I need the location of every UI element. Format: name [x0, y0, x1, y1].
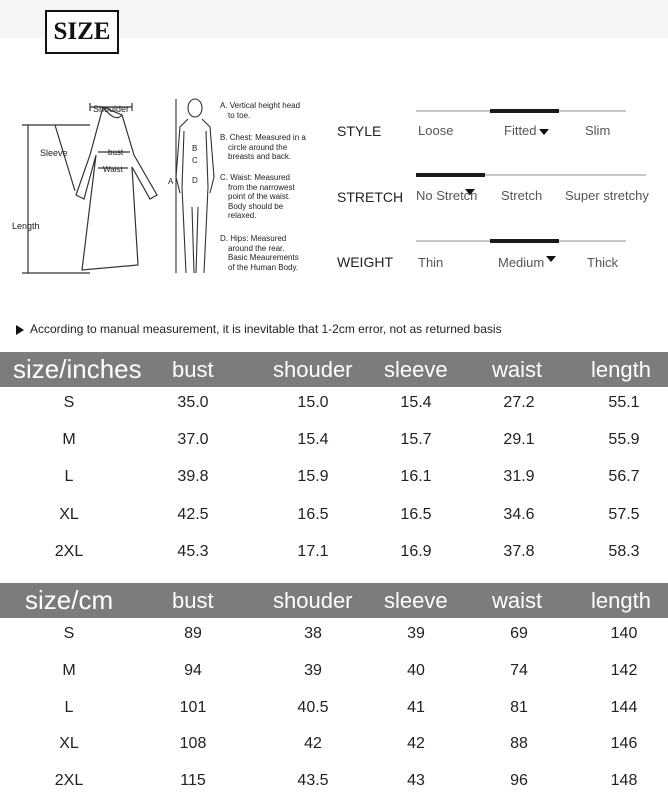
- size-cell: XL: [59, 505, 79, 523]
- value-cell: 15.4: [400, 394, 432, 411]
- col-header-length: length: [591, 357, 651, 382]
- value-cell: 94: [184, 661, 202, 679]
- value-cell: 74: [510, 661, 528, 679]
- sleeve-label: Sleeve: [40, 148, 68, 158]
- value-cell: 43: [407, 772, 425, 790]
- style-option-fitted: Fitted: [504, 123, 549, 138]
- value-cell: 40.5: [297, 698, 329, 716]
- note-c: C. Waist: Measured from the narrowest point of the waist. Body should be relaxed.: [220, 173, 295, 220]
- weight-option-thick: Thick: [587, 255, 619, 270]
- shoulder-label: Shoulder: [93, 104, 130, 114]
- size-cell: S: [63, 625, 75, 642]
- value-cell: 69: [510, 625, 528, 642]
- value-cell: 34.6: [503, 505, 535, 523]
- col-header-size: size/inches: [13, 354, 142, 384]
- value-cell: 88: [510, 735, 528, 753]
- weight-option-medium: Medium: [498, 255, 556, 270]
- value-cell: 144: [610, 698, 638, 716]
- stretch-selected-bar: [416, 173, 485, 177]
- value-cell: 140: [610, 625, 638, 642]
- col-header-sleeve: sleeve: [384, 357, 448, 382]
- selected-marker-icon: [465, 189, 475, 195]
- label-c: C: [192, 156, 198, 165]
- col-header-bust: bust: [172, 588, 214, 613]
- col-header-shoulder: shouder: [273, 588, 353, 613]
- body-diagram: [168, 97, 220, 277]
- value-cell: 81: [510, 698, 528, 716]
- value-cell: 101: [179, 698, 207, 716]
- stretch-option-super-stretchy: Super stretchy: [565, 188, 649, 203]
- value-cell: 16.9: [400, 542, 432, 560]
- style-label: STYLE: [337, 123, 382, 139]
- page-title: SIZE: [45, 10, 119, 54]
- col-header-sleeve: sleeve: [384, 588, 448, 613]
- bust-label: bust: [108, 148, 124, 157]
- label-a: A: [168, 177, 174, 186]
- stretch-label: STRETCH: [337, 189, 404, 205]
- value-cell: 16.5: [400, 505, 432, 523]
- size-cell: 2XL: [54, 772, 84, 790]
- value-cell: 17.1: [297, 542, 329, 560]
- value-cell: 16.1: [400, 468, 432, 486]
- value-cell: 89: [184, 625, 202, 642]
- col-header-size: size/cm: [25, 585, 114, 615]
- stretch-option-no-stretch: No Stretch: [416, 188, 478, 203]
- col-header-bust: bust: [172, 357, 214, 382]
- value-cell: 37.8: [503, 542, 535, 560]
- size-cell: L: [64, 698, 74, 716]
- value-cell: 45.3: [177, 542, 209, 560]
- value-cell: 15.4: [297, 431, 329, 449]
- stretch-option-stretch: Stretch: [501, 188, 543, 203]
- weight-option-thin: Thin: [418, 255, 444, 270]
- value-cell: 38: [304, 625, 322, 642]
- value-cell: 142: [610, 661, 638, 679]
- col-header-shoulder: shouder: [273, 357, 353, 382]
- value-cell: 55.1: [608, 394, 640, 411]
- value-cell: 39: [304, 661, 322, 679]
- selected-marker-icon: [546, 256, 556, 262]
- label-b: B: [192, 144, 198, 153]
- waist-label: Waist: [103, 165, 123, 174]
- weight-label: WEIGHT: [337, 254, 393, 270]
- value-cell: 42: [304, 735, 322, 753]
- value-cell: 39.8: [177, 468, 209, 486]
- value-cell: 56.7: [608, 468, 640, 486]
- value-cell: 57.5: [608, 505, 640, 523]
- length-label: Length: [12, 221, 40, 231]
- value-cell: 55.9: [608, 431, 640, 449]
- size-cell: 2XL: [54, 542, 84, 560]
- arrow-right-icon: [16, 325, 24, 335]
- value-cell: 29.1: [503, 431, 535, 449]
- value-cell: 58.3: [608, 542, 640, 560]
- weight-selected-bar: [490, 239, 559, 243]
- value-cell: 16.5: [297, 505, 329, 523]
- style-option-loose: Loose: [418, 123, 454, 138]
- value-cell: 15.9: [297, 468, 329, 486]
- col-header-length: length: [591, 588, 651, 613]
- style-option-slim: Slim: [585, 123, 611, 138]
- value-cell: 15.7: [400, 431, 432, 449]
- label-d: D: [192, 176, 198, 185]
- size-cell: M: [62, 661, 76, 679]
- value-cell: 115: [180, 772, 206, 790]
- note-b: B. Chest: Measured in a circle around the breasts and back.: [220, 133, 306, 161]
- value-cell: 43.5: [297, 772, 329, 790]
- disclaimer: According to manual measurement, it is inevitable that 1-2cm error, not as returned basis: [16, 322, 502, 336]
- size-cell: L: [64, 468, 74, 486]
- style-selected-bar: [490, 109, 559, 113]
- table-inches-header: [0, 352, 668, 387]
- value-cell: 40: [407, 661, 425, 679]
- note-a: A. Vertical height head to toe.: [220, 101, 301, 120]
- size-cell: XL: [59, 735, 79, 753]
- col-header-waist: waist: [492, 588, 543, 613]
- value-cell: 35.0: [177, 394, 209, 411]
- col-header-waist: waist: [492, 357, 543, 382]
- size-cell: S: [63, 394, 75, 411]
- value-cell: 42: [407, 735, 425, 753]
- value-cell: 148: [610, 772, 638, 790]
- note-d: D. Hips: Measured around the rear. Basic Meaurements of the Human Body.: [220, 234, 299, 272]
- value-cell: 37.0: [177, 431, 209, 449]
- value-cell: 108: [179, 735, 207, 753]
- value-cell: 31.9: [503, 468, 535, 486]
- selected-marker-icon: [539, 129, 549, 135]
- dress-diagram: [0, 95, 175, 280]
- size-cell: M: [62, 431, 76, 449]
- table-cm-header: [0, 583, 668, 618]
- value-cell: 146: [610, 735, 638, 753]
- value-cell: 96: [510, 772, 528, 790]
- value-cell: 15.0: [297, 394, 329, 411]
- value-cell: 42.5: [177, 505, 209, 523]
- value-cell: 27.2: [503, 394, 535, 411]
- value-cell: 39: [407, 625, 425, 642]
- value-cell: 41: [407, 698, 425, 716]
